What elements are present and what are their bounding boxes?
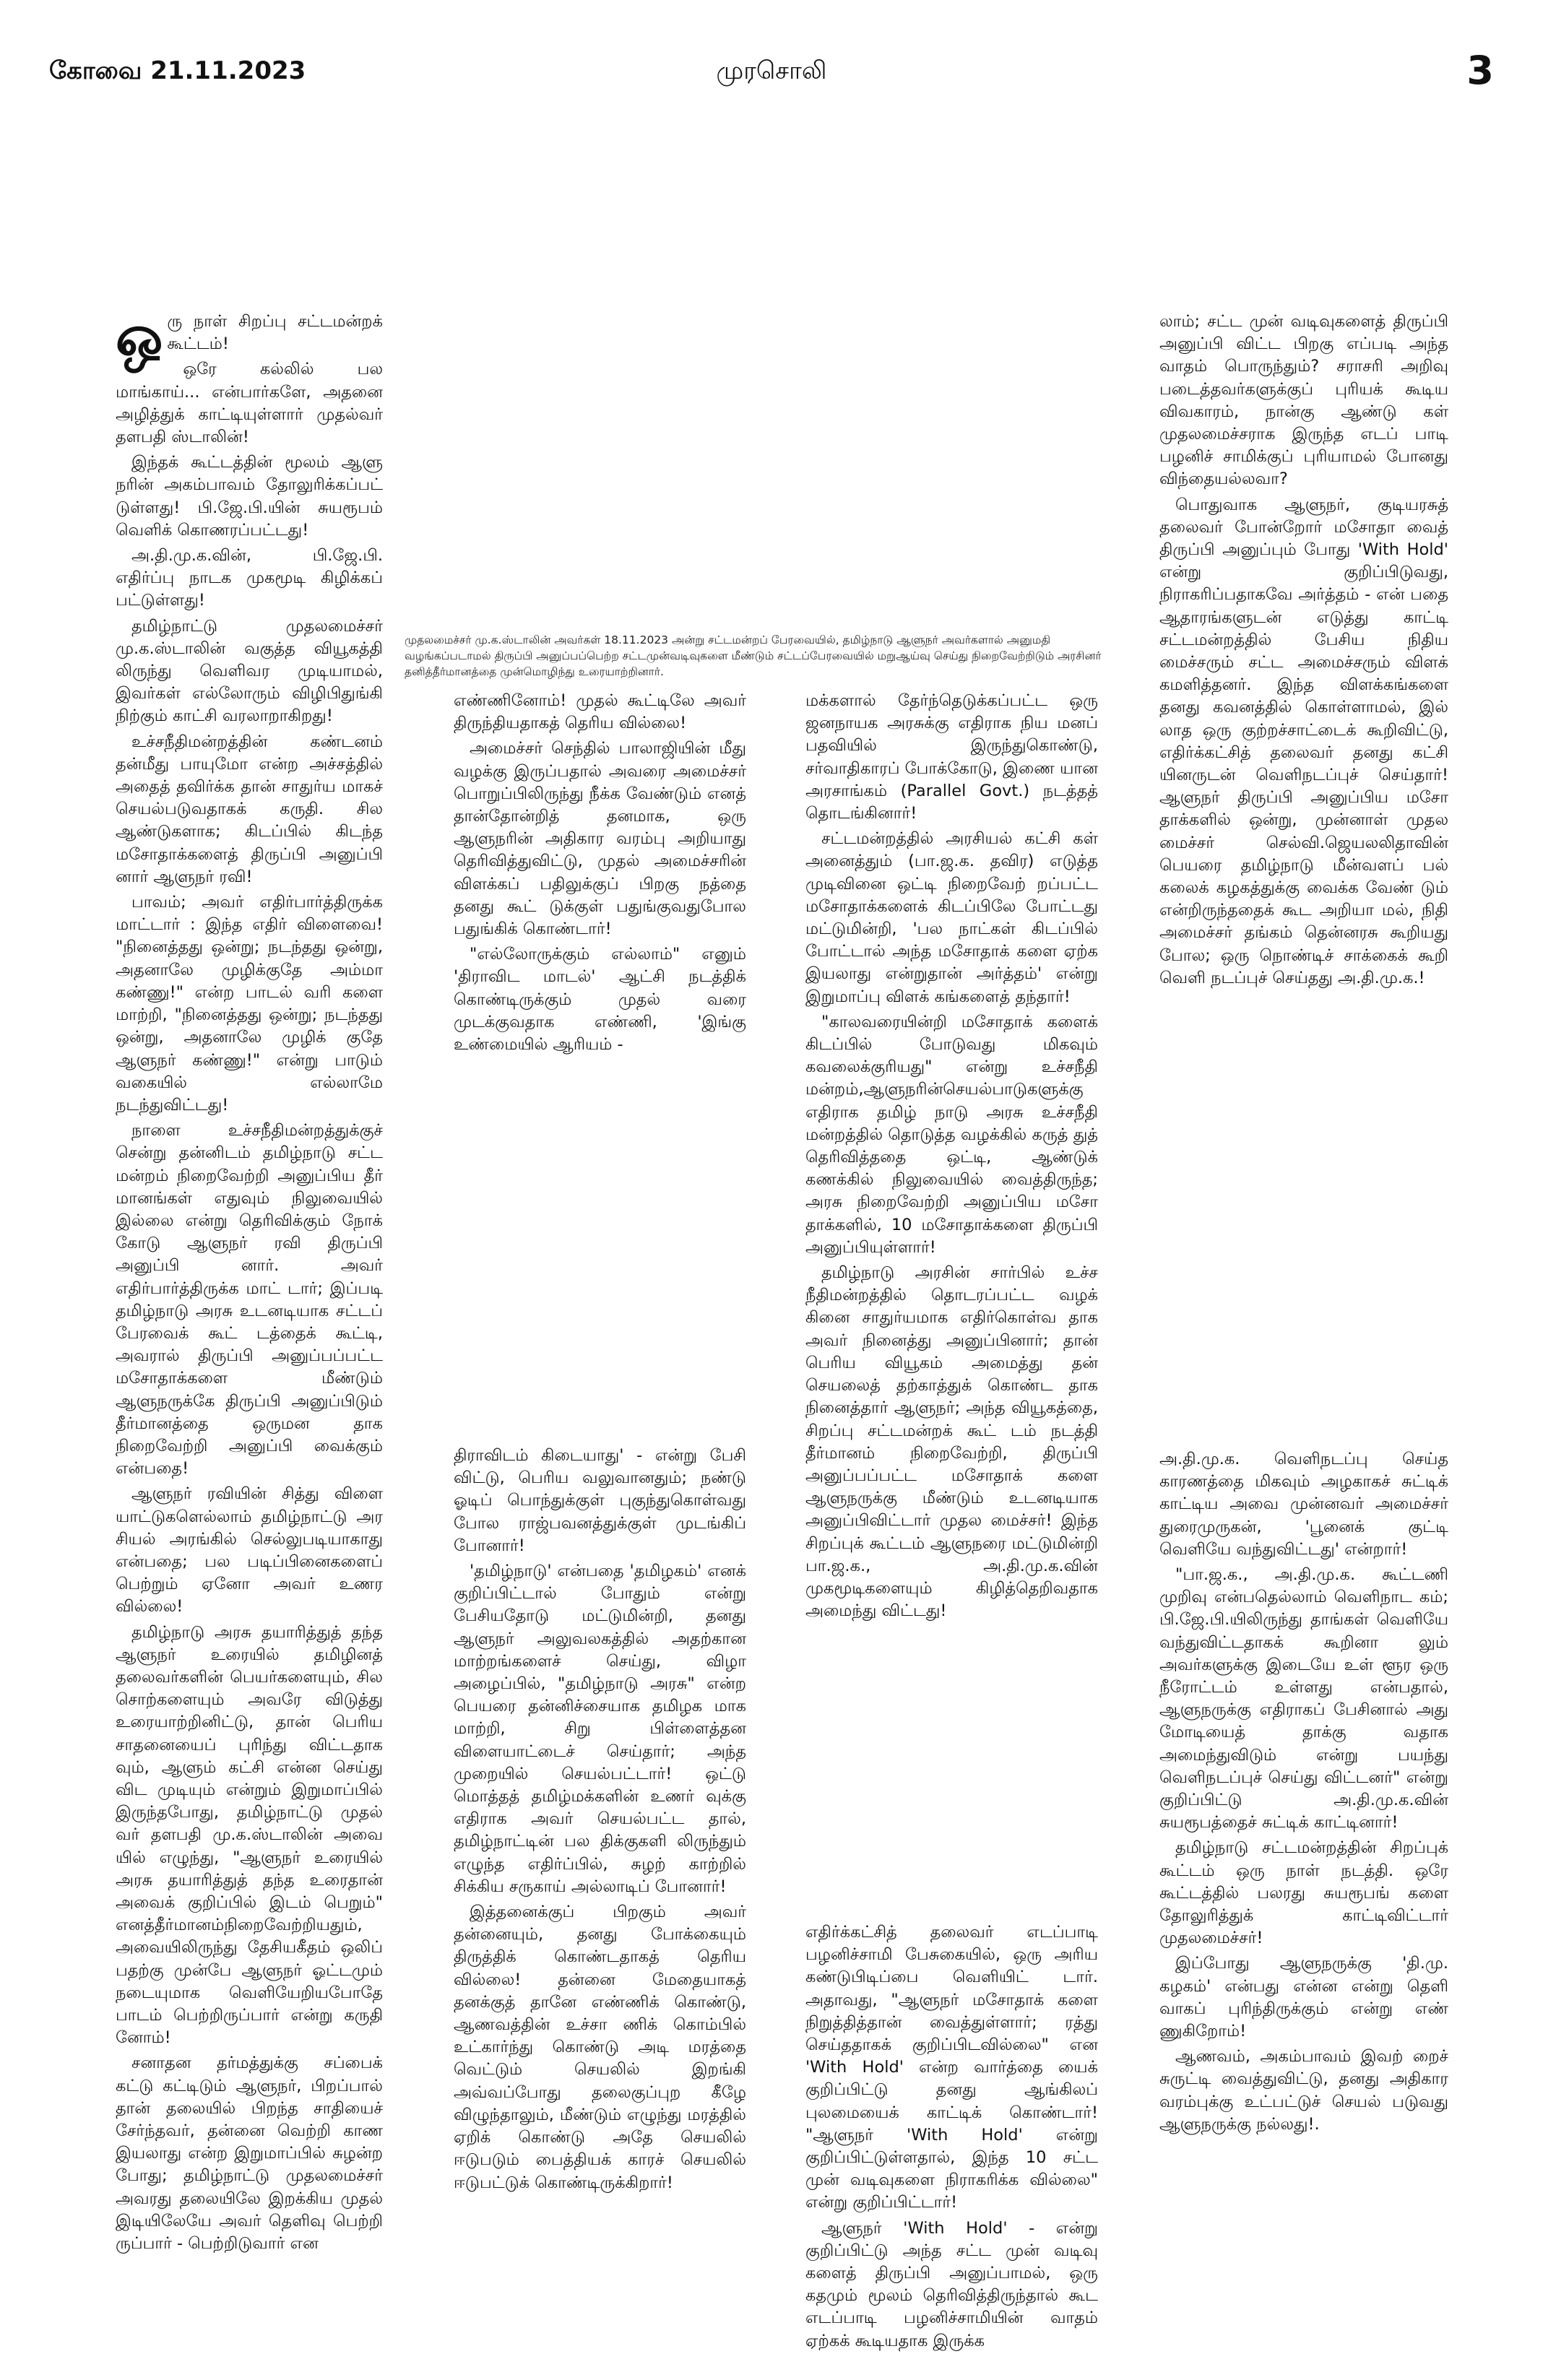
paragraph: லாம்; சட்ட முன் வடிவுகளைத் திருப்பி அனுப்பி விட்ட பிறகு எப்படி அந்த வாதம் பொருந்தும்? சராசரி அறிவு படைத்தவர்களுக்குப் புரியக் கூடிய விவகாரம், நான்கு ஆண்டு கள் முதலமைச்சராக இருந்த எடப் பாடி பழனிச் சாமிக்குப் புரியாமல் போனது விந்தையல்லவா? <box>1159 312 1448 489</box>
paragraph: இந்தக் கூட்டத்தின் மூலம் ஆளு நரின் அகம்பாவம் தோலுரிக்கப்பட் டுள்ளது! பி.ஜே.பி.யின் சுயரூபம் வெளிக் கொணரப்பட்டது! <box>116 453 383 540</box>
paragraph: பொதுவாக ஆளுநர், குடியரசுத் தலைவர் போன்றோர் மசோதா வைத் திருப்பி அனுப்பும் போது 'With Hold' என்று குறிப்பிடுவது, நிராகரிப்பதாகவே அர்த்தம் - என் பதை ஆதாரங்களுடன் எடுத்து காட்டி சட்டமன்றத்தில் பேசிய நிதிய மைச்சரும் சட்ட அமைச்சரும் விளக் கமளித்தனர். இந்த விளக்கங்களை தனது கவனத்தில் கொள்ளாமல், இல் லாத ஒரு குற்றச்சாட்டைக் கூறிவிட்டு, எதிர்க்கட்சித் தலைவர் தனது கட்சி யினருடன் வெளிநடப்புச் செய்தார்! ஆளுநர் திருப்பி அனுப்பிய மசோ தாக்களில் ஒன்று, முன்னாள் முதல மைச்சர் செல்வி.ஜெயலலிதாவின் பெயரை தமிழ்நாடு மீன்வளப் பல் கலைக் கழகத்துக்கு வைக்க வேண் டும் என்றிருந்ததைக் கூட அறியா மல், நிதி அமைச்சர் தங்கம் தென்னரசு கூறியது போல; ஒரு நொண்டிச் சாக்கைக் கூறி வெளி நடப்புச் செய்தது அ.தி.மு.க.! <box>1159 495 1448 987</box>
article-column-3-top <box>805 690 1098 1672</box>
paragraph: ஒரே கல்லில் பல மாங்காய்... என்பார்களே, அதனை அழித்துக் காட்டியுள்ளார் முதல்வர் தளபதி ஸ்டாலின்! <box>116 360 383 447</box>
page-header <box>0 0 1543 93</box>
paragraph: 'தமிழ்நாடு' என்பதை 'தமிழகம்' எனக் குறிப்பிட்டால் போதும் என்று பேசியதோடு மட்டுமின்றி, தனது ஆளுநர் அலுவலகத்தில் அதற்கான மாற்றங்களைச் செய்து, விழா அழைப்பில், "தமிழ்நாடு அரசு" என்ற பெயரை தன்னிச்சையாக தமிழக மாக மாற்றி, சிறு பிள்ளைத்தன விளையாட்டைச் செய்தார்; அந்த முறையில் செயல்பட்டார்! ஒட்டு மொத்தத் தமிழ்மக்களின் உணர் வுக்கு எதிராக அவர் செயல்பட்ட தால், தமிழ்நாட்டின் பல திக்குகளி லிருந்தும் எழுந்த எதிர்ப்பில், சுழற் காற்றில் சிக்கிய சருகாய் அல்லாடிப் போனார்! <box>454 1562 746 1896</box>
article-column-2-top <box>454 690 746 1195</box>
city-date: கோவை 21.11.2023 <box>49 56 306 85</box>
paragraph: உச்சநீதிமன்றத்தின் கண்டனம் தன்மீது பாயுமோ என்ற அச்சத்தில் அதைத் தவிர்க்க தான் சாதுர்ய மாகச் செயல்படுவதாகக் கருதி. சில ஆண்டுகளாக; கிடப்பில் கிடந்த மசோதாக்களைத் திருப்பி அனுப்பி னார் ஆளுநர் ரவி! <box>116 732 383 886</box>
paragraph: ஒரு நாள் சிறப்பு சட்டமன்றக் கூட்டம்! <box>116 311 383 369</box>
paragraph: அமைச்சர் செந்தில் பாலாஜியின் மீது வழக்கு இருப்பதால் அவரை அமைச்சர் பொறுப்பிலிருந்து நீக்க வேண்டும் எனத் தான்தோன்றித் தனமாக, ஒரு ஆளுநரின் அதிகார வரம்பு அறியாது தெரிவித்துவிட்டு, முதல் அமைச்சரின் விளக்கப் பதிலுக்குப் பிறகு நத்தை தனது கூட் டுக்குள் பதுங்குவதுபோல பதுங்கிக் கொண்டார்! <box>454 739 746 939</box>
drop-cap: ஒ <box>116 311 163 369</box>
paragraph: தமிழ்நாடு அரசு தயாரித்துத் தந்த ஆளுநர் உரையில் தமிழினத் தலைவர்களின் பெயர்களையும், சில சொற்களையும் அவரே விடுத்து உரையாற்றினிட்டு, தான் பெரிய சாதனையைப் புரிந்து விட்டதாக வும், ஆளும் கட்சி என்ன செய்து விட முடியும் என்றும் இறுமாப்பில் இருந்தபோது, தமிழ்நாட்டு முதல் வர் தளபதி மு.க.ஸ்டாலின் அவை யில் எழுந்து, "ஆளுநர் உரையில் அரசு தயாரித்துத் தந்த உரைதான் அவைக் குறிப்பில் இடம் பெறும்" எனத்தீர்மானம்நிறைவேற்றியதும், அவையிலிருந்து தேசியகீதம் ஒலிப் பதற்கு முன்பே ஆளுநர் ஓட்டமும் நடையுமாக வெளியேறியபோதே பாடம் பெற்றிருப்பார் என்று கருதி னோம்! <box>116 1622 383 2048</box>
photo-area <box>405 94 1134 625</box>
paragraph: நாளை உச்சநீதிமன்றத்துக்குச் சென்று தன்னிடம் தமிழ்நாடு சட்ட மன்றம் நிறைவேற்றி அனுப்பிய தீர் மானங்கள் எதுவும் நிலுவையில் இல்லை என்று தெரிவிக்கும் நோக் கோடு ஆளுநர் ரவி திருப்பி அனுப்பி னார். அவர் எதிர்பார்த்திருக்க மாட் டார்; இப்படி தமிழ்நாடு அரசு உடனடியாக சட்டப் பேரவைக் கூட் டத்தைக் கூட்டி, அவரால் திருப்பி அனுப்பப்பட்ட மசோதாக்களை மீண்டும் ஆளுநருக்கே திருப்பி அனுப்பிடும் தீர்மானத்தை ஒருமன தாக நிறைவேற்றி அனுப்பி வைக்கும் என்பதை! <box>116 1121 383 1479</box>
paragraph: ஆளுநர் ரவியின் சித்து விளை யாட்டுகளெல்லாம் தமிழ்நாட்டு அர சியல் அரங்கில் செல்லுபடியாகாது என்பதை; பல படிப்பினைகளைப் பெற்றும் ஏனோ அவர் உணர வில்லை! <box>116 1484 383 1617</box>
paragraph: இப்போது ஆளுநருக்கு 'தி.மு. கழகம்' என்பது என்ன என்று தெளி வாகப் புரிந்திருக்கும் என்று எண் ணுகிறோம்! <box>1159 1954 1448 2041</box>
paragraph: "காலவரையின்றி மசோதாக் களைக் கிடப்பில் போடுவது மிகவும் கவலைக்குரியது" என்று உச்சநீதி மன்றம்,ஆளுநரின்செயல்பாடுகளுக்கு எதிராக தமிழ் நாடு அரசு உச்சநீதி மன்றத்தில் தொடுத்த வழக்கில் கருத் துத் தெரிவித்ததை ஒட்டி, ஆண்டுக் கணக்கில் நிலுவையில் வைத்திருந்த; அரசு நிறைவேற்றி அனுப்பிய மசோ தாக்களில், 10 மசோதாக்களை திருப்பி அனுப்பியுள்ளார்! <box>805 1012 1098 1257</box>
paragraph: பாவம்; அவர் எதிர்பார்த்திருக்க மாட்டார் : இந்த எதிர் விளைவை! "நினைத்தது ஒன்று; நடந்தது ஒன்று, அதனாலே முழிக்குதே அம்மா கண்ணு!" என்ற பாடல் வரி களை மாற்றி, "நினைத்தது ஒன்று; நடந்தது ஒன்று, அதனாலே முழிக் குதே ஆளுநர் கண்ணு!" என்று பாடும் வகையில் எல்லாமே நடந்துவிட்டது! <box>116 893 383 1115</box>
paragraph: ஆளுநர் 'With Hold' - என்று குறிப்பிட்டு அந்த சட்ட முன் வடிவு களைத் திருப்பி அனுப்பாமல், ஒரு கதமும் மூலம் தெரிவித்திருந்தால் கூட எடப்பாடி பழனிச்சாமியின் வாதம் ஏற்கக் கூடியதாக இருக்க <box>805 2218 1098 2350</box>
paragraph: எண்ணினோம்! முதல் கூட்டிலே அவர் திருந்தியதாகத் தெரிய வில்லை! <box>454 691 746 733</box>
page-number: 3 <box>1466 48 1494 93</box>
paragraph: திராவிடம் கிடையாது' - என்று பேசி விட்டு, பெரிய வலுவானதும்; நண்டு ஓடிப் பொந்துக்குள் புகுந்துகொள்வது போல ராஜ்பவனத்துக்குள் முடங்கிப் போனார்! <box>454 1446 746 1555</box>
paragraph: அ.தி.மு.க. வெளிநடப்பு செய்த காரணத்தை மிகவும் அழகாகச் சுட்டிக் காட்டிய அவை முன்னவர் அமைச்சர் துரைமுருகன், 'பூனைக் குட்டி வெளியே வந்துவிட்டது' என்றார்! <box>1159 1450 1448 1559</box>
photo-caption: முதலமைச்சர் மு.க.ஸ்டாலின் அவர்கள் 18.11.2023 அன்று சட்டமன்றப் பேரவையில், தமிழ்நாடு ஆளுநர் அவர்களால் அனுமதி வழங்கப்படாமல் திருப்பி அனுப்பப்பெற்ற சட்டமுன்வடிவுகளை மீண்டும் சட்டப்பேரவையில் மறுஆய்வு செய்து நிறைவேற்றிடும் அரசினர் தனித்தீர்மானத்தை முன்மொழிந்து உரையாற்றினார். <box>405 633 1102 678</box>
article-column-1 <box>116 311 383 2351</box>
paragraph: அ.தி.மு.க.வின், பி.ஜே.பி. எதிர்ப்பு நாடக முகமூடி கிழிக்கப் பட்டுள்ளது! <box>116 546 383 610</box>
paragraph: தமிழ்நாட்டு முதலமைச்சர் மு.க.ஸ்டாலின் வகுத்த வியூகத்தி லிருந்து வெளிவர முடியாமல், இவர்கள் எல்லோரும் விழிபிதுங்கி நிற்கும் காட்சி வரலாறாகிறது! <box>116 616 383 726</box>
paragraph: இத்தனைக்குப் பிறகும் அவர் தன்னையும், தனது போக்கையும் திருத்திக் கொண்டதாகத் தெரிய வில்லை! தன்னை மேதையாகத் தனக்குத் தானே எண்ணிக் கொண்டு, ஆணவத்தின் உச்சா ணிக் கொம்பில் உட்கார்ந்து கொண்டு அடி மரத்தை வெட்டும் செயலில் இறங்கி அவ்வப்போது தலைகுப்புற கீழே விழுந்தாலும், மீண்டும் எழுந்து மரத்தில் ஏறிக் கொண்டு அதே செயலில் ஈடுபடும் பைத்தியக் காரச் செயலில் ஈடுபட்டுக் கொண்டிருக்கிறார்! <box>454 1903 746 2192</box>
paragraph: மக்களால் தேர்ந்தெடுக்கப்பட்ட ஒரு ஜனநாயக அரசுக்கு எதிராக நிய மனப் பதவியில் இருந்துகொண்டு, சர்வாதிகாரப் போக்கோடு, இணை யான அரசாங்கம் (Parallel Govt.) நடத்தத் தொடங்கினார்! <box>805 691 1098 823</box>
paragraph: ஆணவம், அகம்பாவம் இவற் றைச் சுருட்டி வைத்துவிட்டு, தனது அதிகார வரம்புக்கு உட்பட்டுச் செயல் படுவது ஆளுநருக்கு நல்லது!. <box>1159 2047 1448 2134</box>
paragraph: சட்டமன்றத்தில் அரசியல் கட்சி கள் அனைத்தும் (பா.ஜ.க. தவிர) எடுத்த முடிவினை ஒட்டி நிறைவேற் றப்பட்ட மசோதாக்களைக் கிடப்பிலே போட்டது மட்டுமின்றி, 'பல நாட்கள் கிடப்பில் போட்டால் அந்த மசோதாக் களை ஏற்க இயலாது என்றுதான் அர்த்தம்' என்று இறுமாப்பு விளக் கங்களைத் தந்தார்! <box>805 829 1098 1006</box>
article-column-2-bottom <box>454 1445 746 2355</box>
paragraph: எதிர்க்கட்சித் தலைவர் எடப்பாடி பழனிச்சாமி பேசுகையில், ஒரு அரிய கண்டுபிடிப்பை வெளியிட் டார். அதாவது, "ஆளுநர் மசோதாக் களை நிறுத்தித்தான் வைத்துள்ளார்; ரத்து செய்ததாகக் குறிப்பிடவில்லை" என 'With Hold' என்ற வார்த்தை யைக் குறிப்பிட்டு தனது ஆங்கிலப் புலமையைக் காட்டிக் கொண்டார்! "ஆளுநர் 'With Hold' என்று குறிப்பிட்டுள்ளதால், இந்த 10 சட்ட முன் வடிவுகளை நிராகரிக்க வில்லை" என்று குறிப்பிட்டார்! <box>805 1923 1098 2212</box>
newspaper-name: முரசொலி <box>716 56 827 85</box>
article-column-3-bottom <box>805 1921 1098 2355</box>
paragraph: சனாதன தர்மத்துக்கு சப்பைக் கட்டு கட்டிடும் ஆளுநர், பிறப்பால் தான் தலையில் பிறந்த சாதியைச் சேர்ந்தவர், தன்னை வெற்றி காண இயலாது என்ற இறுமாப்பில் சுழன்ற போது; தமிழ்நாட்டு முதலமைச்சர் அவரது தலையிலே இறக்கிய முதல் இடியிலேயே அவர் தெளிவு பெற்றி ருப்பார் - பெற்றிடுவார் என <box>116 2054 383 2254</box>
paragraph: "பா.ஜ.க., அ.தி.மு.க. கூட்டணி முறிவு என்பதெல்லாம் வெளிநாட கம்; பி.ஜே.பி.யிலிருந்து தாங்கள் வெளியே வந்துவிட்டதாகக் கூறினா லும் அவர்களுக்கு இடையே உள் ளூர ஒரு நீரோட்டம் உள்ளது என்பதால், ஆளுநருக்கு எதிராகப் பேசினால் அது மோடியைத் தாக்கு வதாக அமைந்துவிடும் என்று பயந்து வெளிநடப்புச் செய்து விட்டனர்" என்று குறிப்பிட்டு அ.தி.மு.க.வின் சுயரூபத்தைச் சுட்டிக் காட்டினார்! <box>1159 1565 1448 1832</box>
article-column-4-bottom <box>1159 1448 1448 2355</box>
paragraph: தமிழ்நாடு அரசின் சார்பில் உச்ச நீதிமன்றத்தில் தொடரப்பட்ட வழக் கினை சாதுர்யமாக எதிர்கொள்வ தாக அவர் நினைத்து அனுப்பினார்; தான் பெரிய வியூகம் அமைத்து தன் செயலைத் தற்காத்துக் கொண்ட தாக நினைத்தார் ஆளுநர்; அந்த வியூகத்தை, சிறப்பு சட்டமன்றக் கூட் டம் நடத்தி தீர்மானம் நிறைவேற்றி, திருப்பி அனுப்பப்பட்ட மசோதாக் களை ஆளுநருக்கு மீண்டும் உடனடியாக அனுப்பிவிட்டார் முதல மைச்சர்! இந்த சிறப்புக் கூட்டம் ஆளுநரை மட்டுமின்றி பா.ஜ.க., அ.தி.மு.க.வின் முகமூடிகளையும் கிழித்தெறிவதாக அமைந்து விட்டது! <box>805 1263 1098 1621</box>
paragraph: "எல்லோருக்கும் எல்லாம்" எனும் 'திராவிட மாடல்' ஆட்சி நடத்திக் கொண்டிருக்கும் முதல் வரை முடக்குவதாக எண்ணி, 'இங்கு உண்மையில் ஆரியம் - <box>454 945 746 1055</box>
article-column-4-top <box>1159 311 1448 1134</box>
paragraph: தமிழ்நாடு சட்டமன்றத்தின் சிறப்புக் கூட்டம் ஒரு நாள் நடத்தி. ஒரே கூட்டத்தில் பலரது சுயரூபங் களை தோலுரித்துக் காட்டிவிட்டார் முதலமைச்சர்! <box>1159 1838 1448 1948</box>
